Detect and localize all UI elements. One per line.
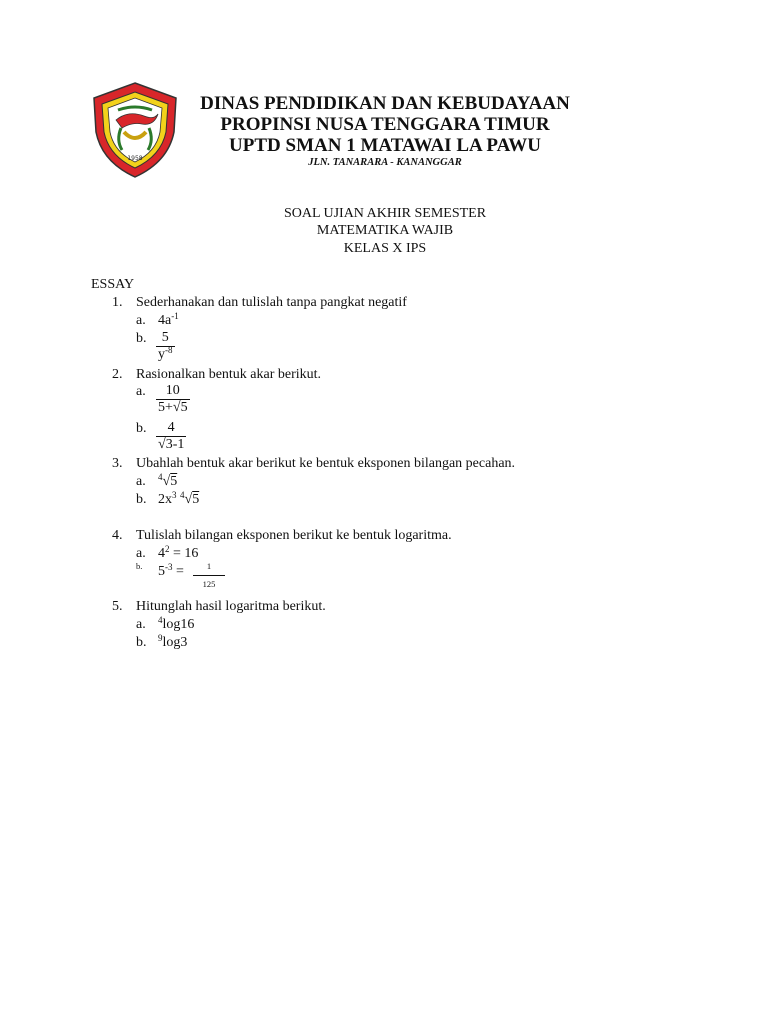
school-emblem-logo (88, 80, 182, 180)
option-label: b. (136, 492, 147, 507)
fraction: $\frac{5}{y^{-8}}$ (158, 330, 173, 362)
section-title: ESSAY (91, 277, 135, 292)
option-label: a. (136, 617, 146, 632)
header-line-1: DINAS PENDIDIKAN DAN KEBUDAYAAN (200, 93, 570, 114)
option-label: b. (136, 421, 147, 436)
question-number: 3. (112, 456, 123, 471)
question-number: 5. (112, 599, 123, 614)
question-text: Tulislah bilangan eksponen berikut ke bentuk logaritma. (136, 528, 452, 543)
option-label: a. (136, 474, 146, 489)
option-label: b. (136, 331, 147, 346)
option-label: b. (136, 561, 143, 571)
option-label: b. (136, 635, 147, 650)
header-address: JLN. TANARARA - KANANGGAR (308, 157, 462, 168)
question-text: Sederhanakan dan tulislah tanpa pangkat negatif (136, 295, 407, 310)
exam-subject: MATEMATIKA WAJIB (316, 223, 454, 238)
header-line-2: PROPINSI NUSA TENGGARA TIMUR (220, 114, 550, 135)
exam-class: KELAS X IPS (343, 241, 427, 256)
question-number: 4. (112, 528, 123, 543)
header-line-3: UPTD SMAN 1 MATAWAI LA PAWU (229, 135, 541, 156)
expression: $^4$log16 (158, 615, 195, 632)
expression: $4^2 = 16$ (158, 544, 199, 561)
question-text: Rasionalkan bentuk akar berikut. (136, 367, 322, 382)
expression: $^4$√5 (158, 472, 178, 489)
expression: $4a^{-1}$ (158, 311, 179, 328)
expression: $^9$log3 (158, 633, 188, 650)
question-number: 1. (112, 295, 123, 310)
fraction: $\frac{1}{125}$ (193, 561, 225, 589)
option-label: a. (136, 546, 146, 561)
expression: $2x^3$ $^4$√5 (158, 490, 200, 507)
option-label: a. (136, 384, 146, 399)
question-text: Hitunglah hasil logaritma berikut. (136, 599, 326, 614)
svg-text:1958: 1958 (127, 155, 143, 162)
fraction: $\frac{10}{5+√5}$ (158, 383, 188, 415)
question-text: Ubahlah bentuk akar berikut ke bentuk eksponen bilangan pecahan. (136, 456, 516, 471)
question-number: 2. (112, 367, 123, 382)
expression: $5^{-3}$ = (158, 562, 184, 579)
exam-title: SOAL UJIAN AKHIR SEMESTER (283, 206, 487, 221)
fraction: $\frac{4}{√3-1}$ (158, 420, 185, 452)
option-label: a. (136, 313, 146, 328)
